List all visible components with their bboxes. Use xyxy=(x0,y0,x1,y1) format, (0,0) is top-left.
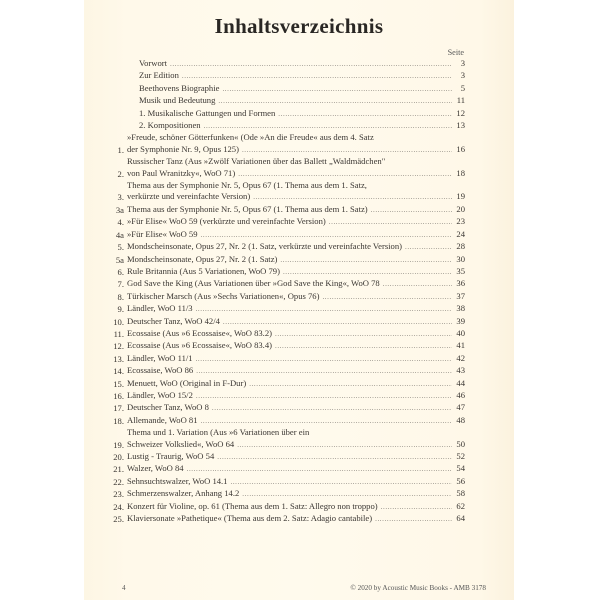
page-title: Inhaltsverzeichnis xyxy=(214,14,384,38)
toc-entry-title: Russischer Tanz (Aus »Zwölf Variationen über das Ballett „Waldmädchen" xyxy=(127,156,386,167)
toc-entry-line xyxy=(139,83,465,95)
toc-entry-content xyxy=(127,70,465,82)
toc-entry-number: 20. xyxy=(113,452,124,462)
toc-entry-title: Ecossaise (Aus »6 Ecossaise«, WoO 83.2) xyxy=(127,327,272,338)
dot-leader xyxy=(230,477,452,488)
toc-entry-line xyxy=(127,439,465,451)
toc-entry-page: 44 xyxy=(456,377,465,388)
dot-leader xyxy=(196,366,452,377)
toc-entry xyxy=(107,340,465,352)
dot-leader xyxy=(371,205,452,216)
toc-entry-number: 21. xyxy=(113,464,124,475)
dot-leader xyxy=(275,329,452,340)
toc-entry-line xyxy=(127,476,465,488)
toc-entry-title: Konzert für Violine, op. 61 (Thema aus dem 1. Satz: Allegro non troppo) xyxy=(127,500,378,511)
toc-entry-page: 42 xyxy=(456,352,465,363)
toc-entry-title: Mondscheinsonate, Opus 27, Nr. 2 (1. Satz) xyxy=(127,253,278,264)
toc-entry-title: Zur Edition xyxy=(139,70,179,81)
toc-entry-line xyxy=(139,120,465,132)
toc-entry xyxy=(107,303,465,315)
toc-entry-content xyxy=(127,353,465,365)
toc-entry-number: 4a xyxy=(115,229,124,240)
toc-entry-content xyxy=(127,180,465,204)
toc-entry-number: 2. xyxy=(117,168,124,179)
toc-entry-line xyxy=(127,303,465,315)
toc-entry-page: 47 xyxy=(456,402,465,413)
dot-leader xyxy=(222,84,452,95)
toc-entry-page: 46 xyxy=(456,389,465,400)
toc-entry xyxy=(107,241,465,253)
toc-entry-content xyxy=(127,378,465,390)
toc-entry-line xyxy=(127,365,465,377)
toc-entry-number: 13. xyxy=(113,353,124,364)
toc-entry xyxy=(107,156,465,180)
copyright-notice: © 2020 by Acoustic Music Books - AMB 3178 xyxy=(350,584,486,592)
toc-entry-page: 58 xyxy=(456,488,465,499)
toc-entry-line xyxy=(127,180,465,191)
toc-entry-title: der Symphonie Nr. 9, Opus 125) xyxy=(127,143,239,154)
toc-entry-title: Rule Britannia (Aus 5 Variationen, WoO 79) xyxy=(127,265,280,276)
toc-entry-content xyxy=(127,120,465,132)
dot-leader xyxy=(223,317,452,328)
toc-entry-page: 39 xyxy=(456,315,465,326)
toc-entry-number: 8. xyxy=(117,291,124,302)
toc-entry-line xyxy=(139,108,465,120)
toc-entry-title: Deutscher Tanz, WoO 42/4 xyxy=(127,315,220,326)
toc-entry-line xyxy=(127,488,465,500)
toc-entry-line xyxy=(127,168,465,180)
toc-entry-content xyxy=(127,254,465,266)
toc-entry-line xyxy=(127,144,465,156)
toc-entry-number: 9. xyxy=(117,304,124,315)
toc-entry-content xyxy=(127,229,465,241)
toc-entry xyxy=(107,328,465,340)
toc-entry-page: 16 xyxy=(456,143,465,154)
toc-entry xyxy=(107,476,465,488)
toc-entry xyxy=(107,501,465,513)
toc-entry xyxy=(107,316,465,328)
toc-entry xyxy=(107,58,465,70)
toc-entry-title: Klaviersonate »Pathetique« (Thema aus dem 2. Satz: Adagio cantabile) xyxy=(127,513,373,524)
toc-entry xyxy=(107,415,465,427)
toc-entry-page: 36 xyxy=(456,278,465,289)
toc-entry-content xyxy=(127,463,465,475)
toc-entry-line xyxy=(139,95,465,107)
toc-entry-content xyxy=(127,95,465,107)
toc-entry-title: Musik und Bedeutung xyxy=(139,95,216,106)
toc-entry-page: 62 xyxy=(456,500,465,511)
toc-entry-content xyxy=(127,340,465,352)
toc-entry xyxy=(107,95,465,107)
toc-entry-title: Vorwort xyxy=(139,58,168,68)
toc-entry-content xyxy=(127,513,465,525)
dot-leader xyxy=(217,452,452,463)
toc-entry-content xyxy=(127,241,465,253)
dot-leader xyxy=(242,145,452,156)
toc-entry-page: 64 xyxy=(456,513,465,524)
toc-entry-title: Ländler, WoO 11/1 xyxy=(127,352,193,363)
toc-entry-number: 12. xyxy=(113,341,124,352)
toc-entry-line xyxy=(127,378,465,390)
toc-entry-line xyxy=(127,204,465,216)
dot-leader xyxy=(322,292,452,303)
toc-entry-content xyxy=(127,108,465,120)
dot-leader xyxy=(329,217,452,228)
dot-leader xyxy=(383,279,452,290)
toc-entry-title: Allemande, WoO 81 xyxy=(127,414,198,425)
toc-entry-page: 54 xyxy=(456,463,465,474)
toc-entry-title: Ländler, WoO 15/2 xyxy=(127,389,193,400)
toc-entry xyxy=(107,108,465,120)
toc-entry xyxy=(107,254,465,266)
dot-leader xyxy=(280,255,452,266)
toc-entry-page: 18 xyxy=(456,167,465,178)
toc-entry-number: 17. xyxy=(113,403,124,414)
page-number: 4 xyxy=(122,584,126,592)
toc-entry xyxy=(107,180,465,204)
toc-entry-title: Sehnsuchtswalzer, WoO 14.1 xyxy=(127,475,228,486)
dot-leader xyxy=(405,242,452,253)
toc-entry-content xyxy=(127,58,465,70)
toc-entry-title: 2. Kompositionen xyxy=(139,120,201,131)
table-of-contents xyxy=(107,58,465,525)
toc-entry-page: 3 xyxy=(460,70,465,81)
toc-entry xyxy=(107,390,465,402)
dot-leader xyxy=(204,121,452,132)
toc-entry-content xyxy=(127,266,465,278)
toc-entry-title: »Freude, schöner Götterfunken« (Ode »An die Freude« aus dem 4. Satz xyxy=(127,132,374,143)
toc-entry xyxy=(107,132,465,156)
toc-entry-content xyxy=(127,390,465,402)
toc-entry-content xyxy=(127,303,465,315)
toc-entry-content xyxy=(127,156,465,180)
toc-entry-title: von Paul Wranitzky«, WoO 71) xyxy=(127,167,236,178)
toc-entry-title: Schmerzenswalzer, Anhang 14.2 xyxy=(127,488,240,499)
toc-entry-page: 50 xyxy=(456,438,465,449)
toc-entry-title: Thema aus der Symphonie Nr. 5, Opus 67 (1. Thema aus dem 1. Satz, xyxy=(127,180,367,191)
toc-entry-number: 22. xyxy=(113,476,124,487)
page-footer xyxy=(122,584,486,592)
toc-entry-line xyxy=(127,132,465,143)
toc-entry-page: 23 xyxy=(456,216,465,227)
toc-entry-line xyxy=(127,254,465,266)
toc-entry-page: 20 xyxy=(456,203,465,214)
toc-entry-content xyxy=(127,415,465,427)
toc-entry xyxy=(107,291,465,303)
toc-entry-content xyxy=(127,427,465,451)
dot-leader xyxy=(218,96,452,107)
toc-entry-title: Ländler, WoO 11/3 xyxy=(127,303,193,314)
toc-entry-title: Lustig - Traurig, WoO 54 xyxy=(127,451,215,461)
toc-entry-line xyxy=(127,513,465,525)
toc-entry-title: Schweizer Volkslied«, WoO 64 xyxy=(127,438,235,449)
toc-entry xyxy=(107,427,465,451)
page-column-header: Seite xyxy=(447,48,464,57)
dot-leader xyxy=(275,341,452,352)
toc-entry-number: 10. xyxy=(113,316,124,327)
toc-entry-content xyxy=(127,204,465,216)
toc-entry xyxy=(107,365,465,377)
toc-entry-title: 1. Musikalische Gattungen und Formen xyxy=(139,107,276,118)
toc-entry-page: 48 xyxy=(456,414,465,425)
toc-entry-line xyxy=(127,427,465,438)
toc-entry xyxy=(107,120,465,132)
toc-entry xyxy=(107,378,465,390)
toc-entry xyxy=(107,83,465,95)
dot-leader xyxy=(283,267,452,278)
toc-entry-number: 5a xyxy=(115,254,124,265)
dot-leader xyxy=(196,354,452,365)
toc-entry-title: Ecossaise, WoO 86 xyxy=(127,365,194,376)
toc-entry-page: 37 xyxy=(456,290,465,301)
dot-leader xyxy=(201,230,452,241)
toc-entry-page: 24 xyxy=(456,228,465,239)
toc-entry-content xyxy=(127,365,465,377)
toc-entry-content xyxy=(127,451,465,463)
toc-entry-title: Beethovens Biographie xyxy=(139,82,220,93)
toc-entry xyxy=(107,278,465,290)
toc-entry-title: Thema und 1. Variation (Aus »6 Variationen über ein xyxy=(127,427,310,438)
toc-entry-number: 25. xyxy=(113,514,124,525)
toc-entry-page: 5 xyxy=(460,82,465,93)
toc-entry-content xyxy=(127,476,465,488)
toc-entry-line xyxy=(127,266,465,278)
toc-entry-number: 11. xyxy=(113,328,124,339)
toc-entry-content xyxy=(127,316,465,328)
toc-entry-line xyxy=(127,328,465,340)
toc-entry-number: 1. xyxy=(117,144,124,155)
toc-entry-title: »Für Elise« WoO 59 (verkürzte und vereinfachte Version) xyxy=(127,216,326,227)
dot-leader xyxy=(278,109,452,120)
toc-entry-content xyxy=(127,278,465,290)
toc-entry-line xyxy=(127,402,465,414)
dot-leader xyxy=(375,514,452,525)
toc-entry-title: Walzer, WoO 84 xyxy=(127,463,184,474)
toc-entry-number: 5. xyxy=(117,242,124,253)
toc-entry-title: verkürzte und vereinfachte Version) xyxy=(127,191,251,202)
toc-entry-line xyxy=(127,216,465,228)
toc-entry-page: 52 xyxy=(456,451,465,461)
toc-entry-page: 41 xyxy=(456,340,465,351)
toc-entry-number: 16. xyxy=(113,390,124,401)
dot-leader xyxy=(381,502,452,513)
toc-entry-page: 35 xyxy=(456,265,465,276)
toc-entry-line xyxy=(127,191,465,203)
dot-leader xyxy=(212,403,452,414)
toc-entry xyxy=(107,204,465,216)
toc-entry-number: 4. xyxy=(117,217,124,228)
toc-entry xyxy=(107,229,465,241)
toc-entry-line xyxy=(127,229,465,241)
toc-entry-content xyxy=(127,291,465,303)
toc-entry-line xyxy=(139,58,465,70)
dot-leader xyxy=(170,59,452,70)
dot-leader xyxy=(238,169,452,180)
toc-entry-content xyxy=(127,328,465,340)
toc-entry-page: 11 xyxy=(456,95,465,106)
toc-entry-line xyxy=(127,316,465,328)
toc-entry-line xyxy=(127,501,465,513)
toc-entry-page: 40 xyxy=(456,327,465,338)
toc-entry-content xyxy=(127,216,465,228)
toc-entry-page: 38 xyxy=(456,303,465,314)
toc-entry-number: 19. xyxy=(113,439,124,450)
toc-entry xyxy=(107,216,465,228)
dot-leader xyxy=(182,71,452,82)
toc-entry-line xyxy=(127,415,465,427)
toc-entry-title: »Für Elise« WoO 59 xyxy=(127,228,198,239)
toc-entry-line xyxy=(127,353,465,365)
toc-entry xyxy=(107,488,465,500)
toc-entry xyxy=(107,463,465,475)
toc-entry-content xyxy=(127,488,465,500)
toc-entry-line xyxy=(127,278,465,290)
toc-entry-number: 14. xyxy=(113,366,124,377)
toc-entry xyxy=(107,266,465,278)
toc-entry-line xyxy=(127,390,465,402)
toc-entry-content xyxy=(127,402,465,414)
toc-entry-line xyxy=(139,70,465,82)
toc-entry-content xyxy=(127,83,465,95)
toc-entry-title: Ecossaise (Aus »6 Ecossaise«, WoO 83.4) xyxy=(127,340,272,351)
toc-entry xyxy=(107,451,465,463)
toc-entry-line xyxy=(127,340,465,352)
toc-entry xyxy=(107,402,465,414)
toc-entry-page: 3 xyxy=(460,58,465,68)
toc-entry-page: 19 xyxy=(456,191,465,202)
toc-entry-page: 12 xyxy=(456,107,465,118)
toc-entry-number: 3a xyxy=(115,204,124,215)
book-page xyxy=(84,0,514,600)
toc-entry-title: Mondscheinsonate, Opus 27, Nr. 2 (1. Satz, verkürzte und vereinfachte Version) xyxy=(127,241,403,252)
toc-entry-number: 6. xyxy=(117,266,124,277)
toc-entry-title: Thema aus der Symphonie Nr. 5, Opus 67 (1. Thema aus dem 1. Satz) xyxy=(127,203,368,214)
toc-entry xyxy=(107,70,465,82)
toc-entry-page: 28 xyxy=(456,241,465,252)
toc-entry-title: Deutscher Tanz, WoO 8 xyxy=(127,402,209,413)
toc-entry-line xyxy=(127,291,465,303)
toc-entry-title: God Save the King (Aus Variationen über »God Save the King«, WoO 78 xyxy=(127,278,380,289)
toc-entry-number: 7. xyxy=(117,279,124,290)
dot-leader xyxy=(196,391,452,402)
toc-entry-title: Türkischer Marsch (Aus »Sechs Variationen«, Opus 76) xyxy=(127,290,320,301)
toc-entry-page: 56 xyxy=(456,475,465,486)
toc-entry xyxy=(107,353,465,365)
dot-leader xyxy=(237,440,452,451)
toc-entry-content xyxy=(127,132,465,156)
dot-leader xyxy=(201,416,452,427)
toc-entry-number: 3. xyxy=(117,192,124,203)
dot-leader xyxy=(253,192,452,203)
toc-entry-content xyxy=(127,501,465,513)
dot-leader xyxy=(242,489,452,500)
toc-entry-page: 30 xyxy=(456,253,465,264)
toc-entry-number: 15. xyxy=(113,378,124,389)
toc-entry xyxy=(107,513,465,525)
toc-entry-line xyxy=(127,241,465,253)
toc-entry-page: 43 xyxy=(456,365,465,376)
dot-leader xyxy=(187,464,452,475)
toc-entry-page: 13 xyxy=(456,120,465,131)
toc-entry-line xyxy=(127,156,465,167)
toc-entry-number: 24. xyxy=(113,501,124,512)
toc-entry-title: Menuett, WoO (Original in F-Dur) xyxy=(127,377,247,388)
toc-entry-number: 23. xyxy=(113,489,124,500)
dot-leader xyxy=(196,304,452,315)
dot-leader xyxy=(249,379,452,390)
toc-entry-line xyxy=(127,451,465,463)
toc-entry-number: 18. xyxy=(113,415,124,426)
toc-entry-line xyxy=(127,463,465,475)
